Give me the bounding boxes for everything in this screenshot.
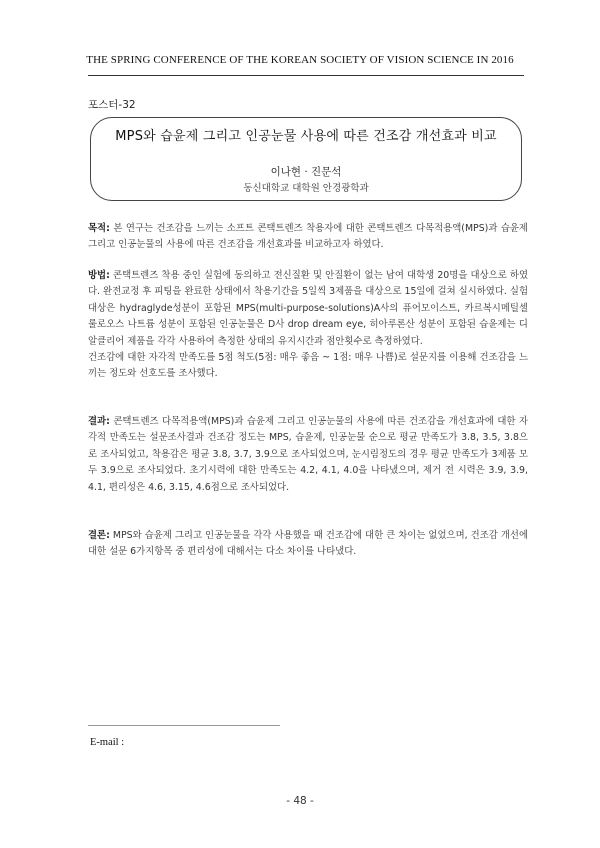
page-number: - 48 -: [286, 795, 314, 807]
result-section: [88, 414, 528, 496]
conclusion-text: MPS와 습윤제 그리고 인공눈물을 각각 사용했을 때 건조감에 대한 큰 차이는 없었으며, 건조감 개선에 대한 설문 6가지항목 중 편리성에 대해서는 다소 차이를 나타냈다.: [88, 530, 528, 558]
title-box: [90, 117, 522, 201]
conclusion-section: [88, 528, 528, 561]
header-divider: [88, 75, 524, 76]
method-text-2: 건조감에 대한 자각적 만족도를 5점 척도(5점: 매우 좋음 ~ 1점: 매우 나쁨)로 설문지를 이용해 건조감을 느끼는 정도와 선호도를 조사했다.: [88, 352, 528, 380]
footnote-divider: [88, 725, 280, 726]
purpose-text: 본 연구는 건조감을 느끼는 소프트 콘택트렌즈 착용자에 대한 콘택트렌즈 다목적용액(MPS)과 습윤제 그리고 인공눈물의 사용에 따른 건조감을 개선효과를 비교하고자 하였다.: [88, 223, 528, 251]
method-section: [88, 268, 528, 383]
conclusion-label: 결론:: [88, 530, 110, 541]
method-text: 콘택트렌즈 착용 중인 실험에 동의하고 전신질환 및 안질환이 없는 남여 대학생 20명을 대상으로 하였다. 완전교정 후 피팅을 완료한 상태에서 착용기간을 5일씩 3제품을 대상으로 15일에 걸쳐 실시하였다. 실험대상은 hydraglyde성분이 포함된 MPS(multi-purpose-solutions)A사의 퓨어모이스트, 카르복시메틸셀룰로오스 나트륨 성분이 포함된 인공눈물은 D사 drop dream eye, 히아루론산 성분이 포함된 습윤제는 디알클리어 제품을 각각 사용하여 측정한 상태의 유지시간과 점안횟수로 측정하였다.: [88, 270, 528, 347]
method-label: 방법:: [88, 270, 110, 281]
authors: 이나현 · 진문석: [270, 166, 342, 178]
purpose-label: 목적:: [88, 223, 110, 234]
conference-header: THE SPRING CONFERENCE OF THE KOREAN SOCIETY OF VISION SCIENCE IN 2016: [86, 54, 514, 66]
result-label: 결과:: [88, 416, 110, 427]
result-text: 콘택트렌즈 다목적용액(MPS)과 습윤제 그리고 인공눈물의 사용에 따른 건조감을 개선효과에 대한 자각적 만족도는 설문조사결과 건조감 정도는 MPS, 습윤제, 인공눈물 순으로 평균 만족도가 3.8, 3.5, 3.8으로 조사되었고, 착용감은 평균 3.8, 3.7, 3.9으로 조사되었으며, 눈시림정도의 경우 평균 만족도가 3제품 모두 3.9으로 조사되었다. 초기시력에 대한 만족도는 4.2, 4.1, 4.0을 나타냈으며, 제거 전 시력은 3.9, 3.9, 4.1, 편리성은 4.6, 3.15, 4.6점으로 조사되었다.: [88, 416, 528, 493]
email-label: E-mail :: [90, 737, 125, 748]
affiliation: 동신대학교 대학원 안경광학과: [243, 183, 369, 194]
purpose-section: [88, 221, 528, 254]
poster-number: 포스터-32: [88, 99, 136, 111]
paper-title: MPS와 습윤제 그리고 인공눈물 사용에 따른 건조감 개선효과 비교: [115, 129, 497, 144]
